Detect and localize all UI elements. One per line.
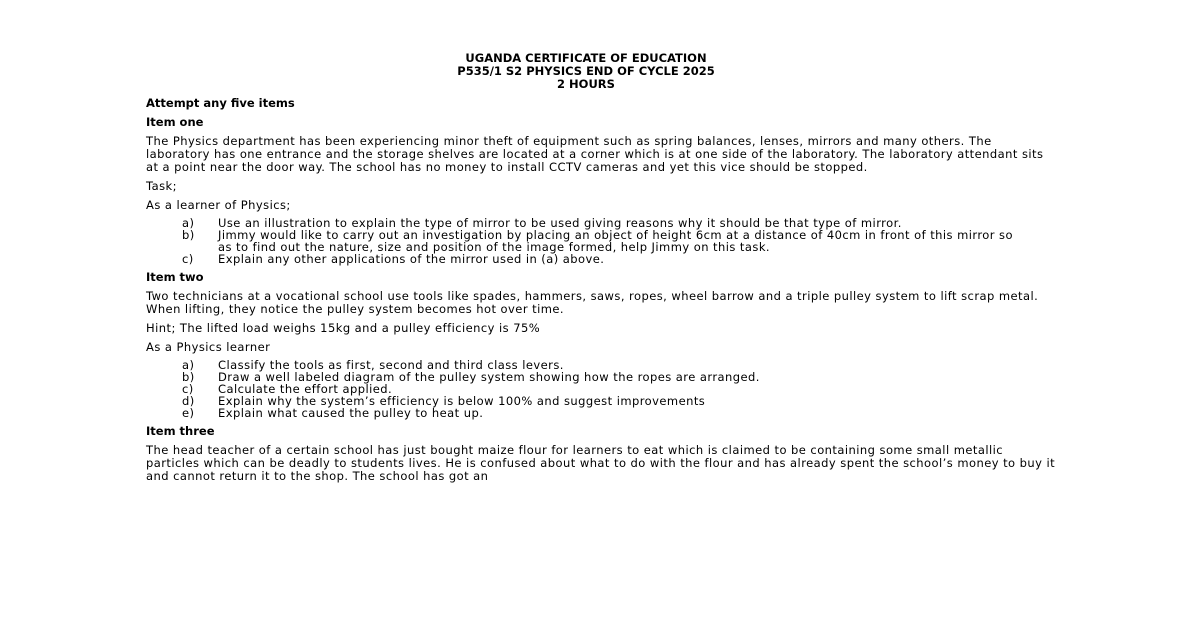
list-item-letter: a) <box>182 358 195 372</box>
list-item-text: Draw a well labeled diagram of the pulley system showing how the ropes are arranged. <box>218 370 760 384</box>
exam-header <box>116 52 1056 91</box>
list-item-letter: d) <box>182 394 195 408</box>
item-two-hint: Hint; The lifted load weighs 15kg and a pulley efficiency is 75% <box>146 321 541 335</box>
list-item-text: Use an illustration to explain the type of mirror to be used giving reasons why it should be that type of mirror. <box>218 216 902 230</box>
list-item-letter: a) <box>182 216 195 230</box>
list-item-text: Calculate the effort applied. <box>218 382 393 396</box>
exam-duration: 2 HOURS <box>557 77 615 91</box>
item-one-scenario: The Physics department has been experiencing minor theft of equipment such as spring balances, lenses, mirrors and many others. The laboratory has one entrance and the storage shelves are located at a corner which is at one side of the laboratory. The laboratory attendant sits at a point near the door way. The school has no money to install CCTV cameras and yet this vice should be stopped. <box>146 134 1044 174</box>
list-item <box>146 407 1028 419</box>
item-three-scenario: The head teacher of a certain school has just bought maize flour for learners to eat which is claimed to be containing some small metallic particles which can be deadly to students lives. He is confused about what to do with the flour and has already spent the school’s money to buy it and cannot return it to the shop. The school has got an <box>146 443 1056 483</box>
list-item-text: Jimmy would like to carry out an investigation by placing an object of height 6cm at a distance of 40cm in front of this mirror so as to find out the nature, size and position of the image formed, help Jimmy on this task. <box>218 228 1013 254</box>
list-item-letter: c) <box>182 252 194 266</box>
list-item-text: Classify the tools as first, second and third class levers. <box>218 358 564 372</box>
list-item-letter: c) <box>182 382 194 396</box>
list-item-text: Explain what caused the pulley to heat up. <box>218 406 484 420</box>
list-item-letter: b) <box>182 370 195 384</box>
item-one-task-label: Task; <box>146 179 177 193</box>
item-three-title: Item three <box>146 424 215 438</box>
list-item <box>146 253 1028 265</box>
list-item-letter: b) <box>182 228 195 242</box>
item-one-task-list <box>146 217 1056 265</box>
item-two-scenario: Two technicians at a vocational school use tools like spades, hammers, saws, ropes, wheel barrow and a triple pulley system to lift scrap metal. When lifting, they notice the pulley system becomes hot over time. <box>146 289 1039 316</box>
list-item <box>146 229 1028 253</box>
exam-paper-title: P535/1 S2 PHYSICS END OF CYCLE 2025 <box>457 64 715 78</box>
item-two-role: As a Physics learner <box>146 340 271 354</box>
item-two-task-list <box>146 359 1056 419</box>
exam-instruction: Attempt any five items <box>146 96 295 110</box>
item-one-role: As a learner of Physics; <box>146 198 291 212</box>
exam-board-title: UGANDA CERTIFICATE OF EDUCATION <box>465 51 707 65</box>
list-item-letter: e) <box>182 406 195 420</box>
item-two-title: Item two <box>146 270 204 284</box>
exam-page <box>146 52 1056 483</box>
list-item-text: Explain why the system’s efficiency is below 100% and suggest improvements <box>218 394 706 408</box>
list-item-text: Explain any other applications of the mirror used in (a) above. <box>218 252 605 266</box>
item-one-title: Item one <box>146 115 204 129</box>
